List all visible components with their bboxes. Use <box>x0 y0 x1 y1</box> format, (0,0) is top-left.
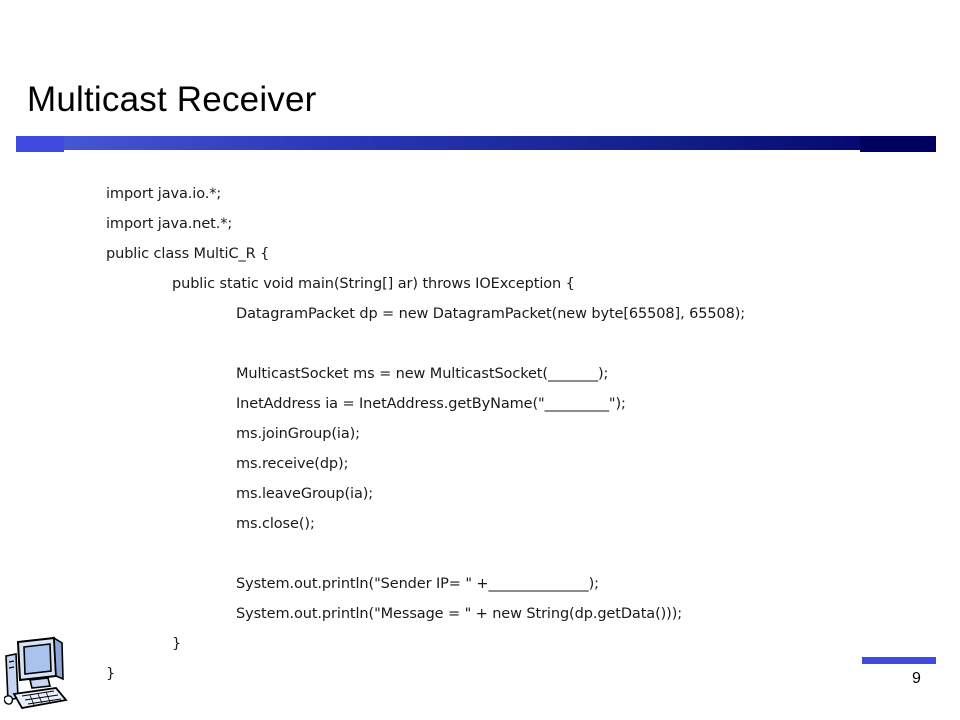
code-line-import-net: import java.net.*; <box>106 216 233 232</box>
code-line-print-sender: System.out.println("Sender IP= " +______________); <box>236 576 599 592</box>
code-line-inet-address: InetAddress ia = InetAddress.getByName("_________"); <box>236 396 626 412</box>
divider-left-cap <box>16 136 64 152</box>
code-line-import-io: import java.io.*; <box>106 186 222 202</box>
code-line-leave-group: ms.leaveGroup(ia); <box>236 486 374 502</box>
footer-accent-bar <box>862 657 936 664</box>
code-line-print-message: System.out.println("Message = " + new String(dp.getData())); <box>236 606 683 622</box>
computer-icon <box>4 636 70 712</box>
code-line-datagram-packet: DatagramPacket dp = new DatagramPacket(new byte[65508], 65508); <box>236 306 746 322</box>
code-line-receive: ms.receive(dp); <box>236 456 349 472</box>
divider-right-cap <box>860 136 936 152</box>
code-line-close: ms.close(); <box>236 516 315 532</box>
code-line-class-decl: public class MultiC_R { <box>106 246 270 262</box>
code-line-close-class-brace: } <box>106 666 116 682</box>
code-line-close-main-brace: } <box>172 636 182 652</box>
code-listing <box>64 150 860 695</box>
page-number: 9 <box>912 670 921 687</box>
slide-title: Multicast Receiver <box>27 80 317 119</box>
code-line-join-group: ms.joinGroup(ia); <box>236 426 360 442</box>
code-line-multicast-socket: MulticastSocket ms = new MulticastSocket(_______); <box>236 366 609 382</box>
code-line-main-decl: public static void main(String[] ar) throws IOException { <box>172 276 575 292</box>
